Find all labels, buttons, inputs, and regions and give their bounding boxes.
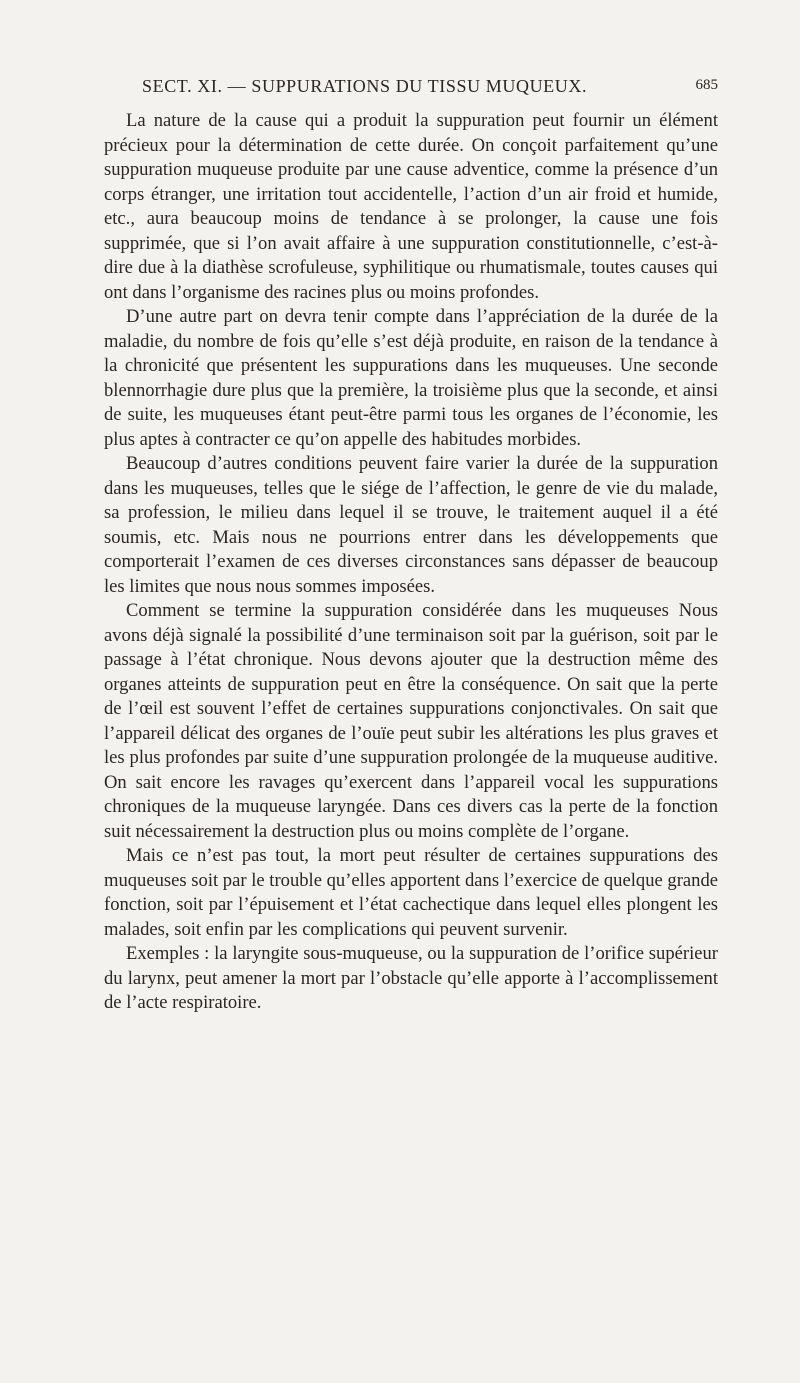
- running-head-title: SECT. XI. — SUPPURATIONS DU TISSU MUQUEUX.: [142, 76, 588, 96]
- paragraph-death: Mais ce n’est pas tout, la mort peut résulter de certaines suppurations des muqueuses soit par le trouble qu’elles apportent dans l’exercice de quelque grande fonction, soit par l’épuisement et l’état cachectique dans lequel elles plongent les malades, soit enfin par les complications qui peuvent survenir.: [104, 845, 718, 940]
- paragraph-chronicity: D’une autre part on devra tenir compte dans l’appréciation de la durée de la maladie, du nombre de fois qu’elle s’est déjà produite, en raison de la tendance à la chronicité que présentent les suppurations dans les muqueuses. Une seconde blennorrhagie dure plus que la première, la troisième plus que la seconde, et ainsi de suite, les muqueuses étant peut-être parmi tous les organes de l’économie, les plus aptes à contracter ce qu’on appelle des habitudes morbides.: [104, 306, 718, 450]
- paragraph-termination: Comment se termine la suppuration considérée dans les muqueuses Nous avons déjà signalé la possibilité d’une terminaison soit par la guérison, soit par le passage à l’état chronique. Nous devons ajouter que la destruction même des organes atteints de suppuration peut en être la conséquence. On sait que la perte de l’œil est souvent l’effet de certaines suppurations conjonctivales. On sait que l’appareil délicat des organes de l’ouïe peut subir les altérations les plus graves et les plus profondes par suite d’une suppuration prolongée de la muqueuse auditive. On sait encore les ravages qu’exercent dans l’appareil vocal les suppurations chroniques de la muqueuse laryngée. Dans ces divers cas la perte de la fonction suit nécessairement la destruction plus ou moins complète de l’organe.: [104, 600, 718, 842]
- paragraph-cause-nature: La nature de la cause qui a produit la suppuration peut fournir un élément précieux pour la détermination de cette durée. On conçoit parfaitement qu’une suppuration muqueuse produite par une cause adventice, comme la présence d’un corps étranger, une irritation tout accidentelle, l’action d’un air froid et humide, etc., aura beaucoup moins de tendance à se prolonger, la cause une fois supprimée, que si l’on avait affaire à une suppuration constitutionnelle, c’est-à-dire due à la diathèse scrofuleuse, syphilitique ou rhumatismale, toutes causes qui ont dans l’organisme des racines plus ou moins profondes.: [104, 110, 718, 303]
- paragraph-examples: Exemples : la laryngite sous-muqueuse, ou la suppuration de l’orifice supérieur du larynx, peut amener la mort par l’obstacle qu’elle apporte à l’accomplissement de l’acte respiratoire.: [104, 943, 718, 1013]
- paragraph-other-conditions: Beaucoup d’autres conditions peuvent faire varier la durée de la suppuration dans les muqueuses, telles que le siége de l’affection, le genre de vie du malade, sa profession, le milieu dans lequel il se trouve, le traitement auquel il a été soumis, etc. Mais nous ne pourrions entrer dans les développements que comporterait l’examen de ces diverses circonstances sans dépasser de beaucoup les limites que nous nous sommes imposées.: [104, 453, 718, 597]
- running-head: [104, 76, 718, 98]
- body-text: [104, 109, 718, 1016]
- page-number: 685: [695, 77, 718, 93]
